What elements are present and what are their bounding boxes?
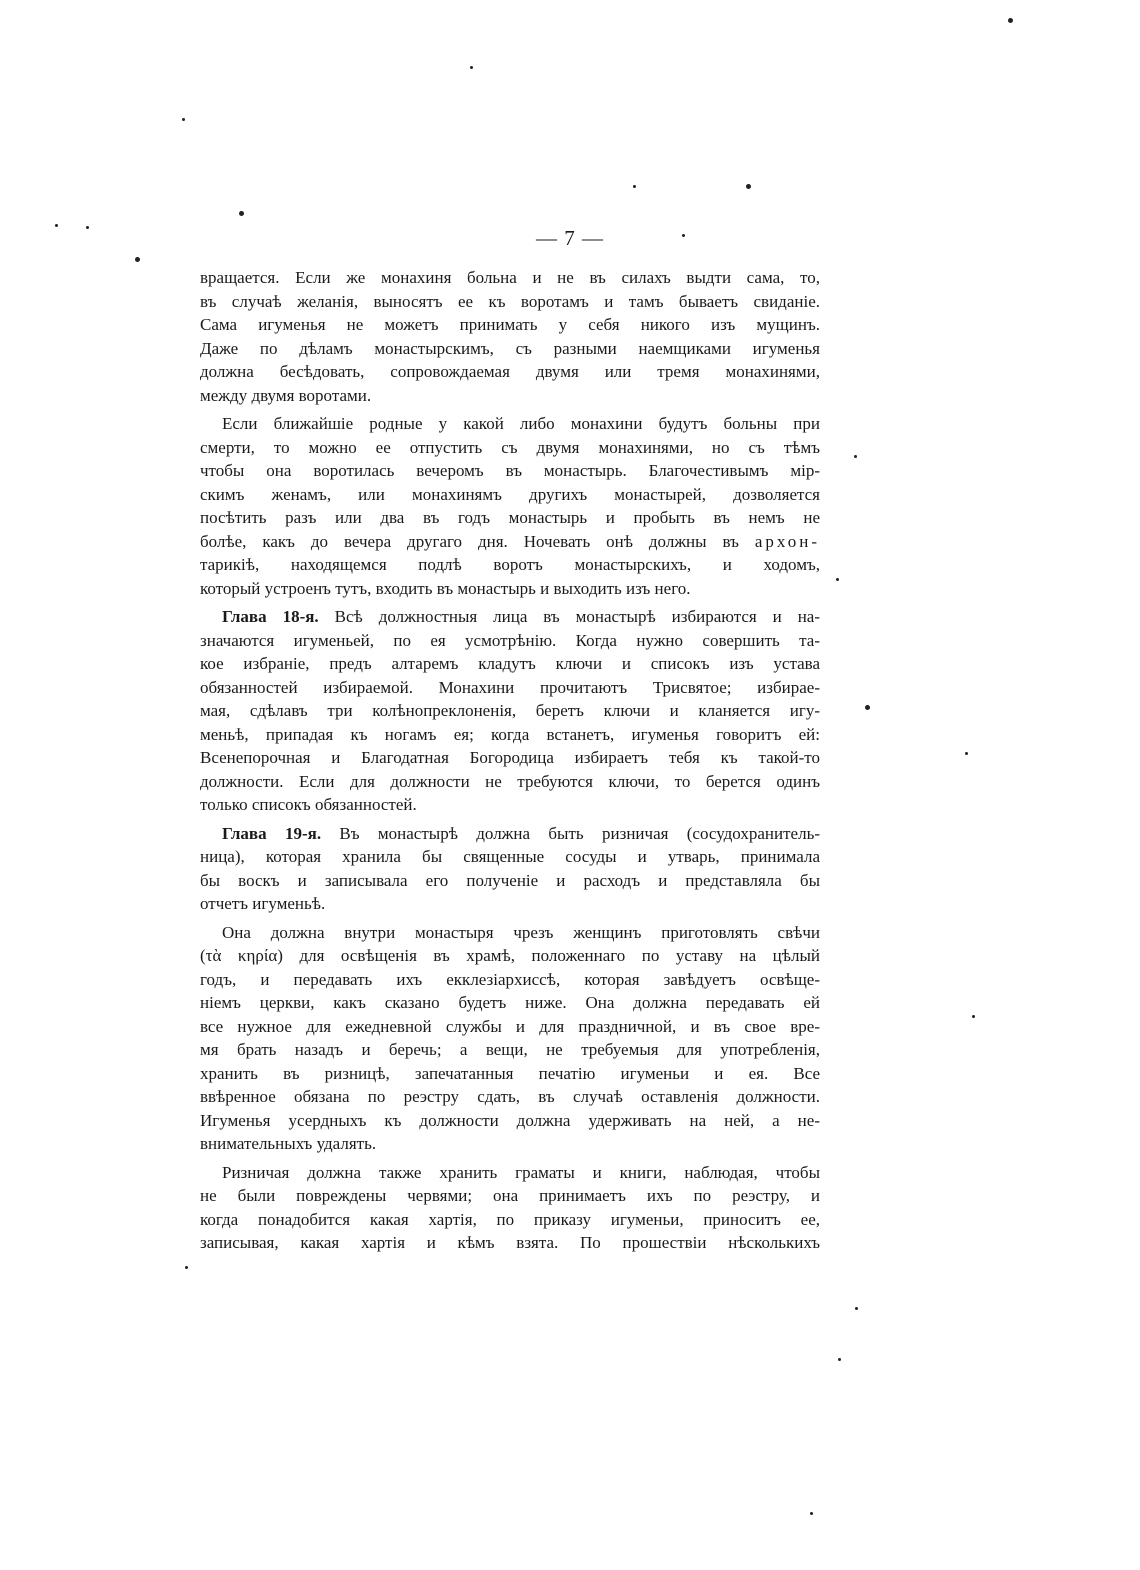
text-line: отчетъ игуменьѣ. (200, 894, 326, 913)
paragraph-chapter-18 (200, 605, 820, 817)
text-line: все нужное для ежедневной службы и для праздничной, и въ свое вре- (200, 1016, 820, 1036)
text-line: ввѣренное обязана по реэстру сдать, въ случаѣ оставленія должности. (200, 1087, 820, 1106)
paragraph-2 (200, 412, 820, 600)
text-line (200, 530, 820, 554)
text-line: ніемъ церкви, какъ сказано будетъ ниже. Она должна передавать ей (200, 993, 820, 1012)
scan-speck (855, 1307, 858, 1310)
text-line: внимательныхъ удалять. (200, 1134, 377, 1153)
text-line: скимъ женамъ, или монахинямъ другихъ монастырей, дозволяется (200, 484, 820, 504)
text-line: кое избраніе, предъ алтаремъ кладутъ ключи и списокъ изъ устава (200, 654, 820, 673)
text-line: Она должна внутри монастыря чрезъ женщинъ приготовлять свѣчи (222, 922, 820, 942)
text-line: мая, сдѣлавъ три колѣнопреклоненія, беретъ ключи и кланяется игу- (200, 701, 820, 720)
scan-speck (182, 118, 185, 121)
scan-speck (810, 1512, 813, 1515)
scan-speck (836, 578, 839, 581)
scan-speck (185, 1266, 188, 1269)
text-line: Ризничая должна также хранить граматы и книги, наблюдая, чтобы (222, 1162, 820, 1182)
text-line: годъ, и передавать ихъ екклезіархиссѣ, которая завѣдуетъ освѣще- (200, 969, 820, 989)
text-line: когда понадобится какая хартія, по приказу игуменьи, приноситъ ее, (200, 1209, 820, 1229)
body-text (200, 266, 820, 1255)
text-line: записывая, какая хартія и кѣмъ взята. По прошествіи нѣсколькихъ (200, 1233, 820, 1252)
scan-speck (470, 66, 473, 69)
scan-speck (682, 234, 685, 237)
text-line: Игуменья усердныхъ къ должности должна удерживать на ней, а не- (200, 1110, 820, 1130)
scan-speck (965, 752, 968, 755)
paragraph-1 (200, 266, 820, 407)
scan-speck (1008, 18, 1013, 23)
scan-speck (746, 184, 751, 189)
text-line: который устроенъ тутъ, входить въ монастырь и выходить изъ него. (200, 578, 691, 598)
text-line: должности. Если для должности не требуются ключи, то берется одинъ (200, 771, 820, 791)
text-line: (τὰ κηρία) для освѣщенія въ храмѣ, положеннаго по уставу на цѣлый (200, 946, 820, 965)
text-line: бы воскъ и записывала его полученіе и расходъ и представляла бы (200, 870, 820, 890)
paragraph-6 (200, 1161, 820, 1255)
scan-speck (633, 185, 636, 188)
text-line-rest: Всѣ должностныя лица въ монастырѣ избираются и на- (334, 607, 821, 626)
paragraph-chapter-19 (200, 822, 820, 916)
text-line: вращается. Если же монахиня больна и не въ силахъ выдти сама, то, (200, 268, 820, 287)
spaced-word: архон- (754, 531, 820, 551)
text-line: не были повреждены червями; она принимаетъ ихъ по реэстру, и (200, 1186, 820, 1205)
paragraph-5 (200, 921, 820, 1156)
chapter-heading-18: Глава 18-я. (222, 607, 319, 626)
text-line: мя брать назадъ и беречь; а вещи, не требуемыя для употребленія, (200, 1040, 820, 1059)
text-line: смерти, то можно ее отпустить съ двумя монахинями, но съ тѣмъ (200, 437, 820, 457)
chapter-heading-19: Глава 19-я. (222, 823, 322, 843)
scan-speck (972, 1015, 975, 1018)
scan-speck (239, 211, 244, 216)
text-line: Всенепорочная и Благодатная Богородица избираетъ тебя къ такой-то (200, 748, 820, 767)
text-line: въ случаѣ желанія, выносятъ ее къ воротамъ и тамъ бываетъ свиданіе. (200, 291, 820, 311)
page-number: — 7 — (536, 226, 604, 250)
scan-speck (865, 705, 870, 710)
scan-speck (55, 224, 58, 227)
text-line: между двумя воротами. (200, 385, 372, 405)
text-line: тарикіѣ, находящемся подлѣ воротъ монастырскихъ, и ходомъ, (200, 555, 820, 574)
text-line: Если ближайшіе родные у какой либо монахини будутъ больны при (222, 414, 820, 433)
text-line: посѣтить разъ или два въ годъ монастырь и пробыть въ немъ не (200, 508, 820, 527)
scan-speck (86, 226, 89, 229)
text-line: обязанностей избираемой. Монахини прочитаютъ Трисвятое; избирае- (200, 677, 820, 697)
scan-speck (135, 257, 140, 262)
text-line-rest: Въ монастырѣ должна быть ризничая (сосудохранитель- (339, 823, 820, 843)
text-line: меньѣ, припадая къ ногамъ ея; когда встанетъ, игуменья говоритъ ей: (200, 724, 820, 744)
text-line: значаются игуменьей, по ея усмотрѣнію. Когда нужно совершить та- (200, 630, 820, 650)
scan-speck (854, 455, 857, 458)
text-line: только списокъ обязанностей. (200, 795, 417, 814)
text-line: чтобы она воротилась вечеромъ въ монастырь. Благочестивымъ мір- (200, 461, 820, 480)
text-line: Даже по дѣламъ монастырскимъ, съ разными наемщиками игуменья (200, 338, 820, 358)
text-line (200, 822, 820, 846)
text-line: ница), которая хранила бы священные сосуды и утварь, принимала (200, 847, 820, 866)
text-line: должна бесѣдовать, сопровождаемая двумя или тремя монахинями, (200, 362, 820, 381)
text-line-start: болѣе, какъ до вечера другаго дня. Ночевать онѣ должны въ (200, 531, 739, 551)
text-line: Сама игуменья не можетъ принимать у себя никого изъ мущинъ. (200, 315, 820, 334)
scan-speck (838, 1358, 841, 1361)
text-line: хранить въ ризницѣ, запечатанныя печатію игуменьи и ея. Все (200, 1063, 820, 1083)
text-line (200, 605, 820, 629)
